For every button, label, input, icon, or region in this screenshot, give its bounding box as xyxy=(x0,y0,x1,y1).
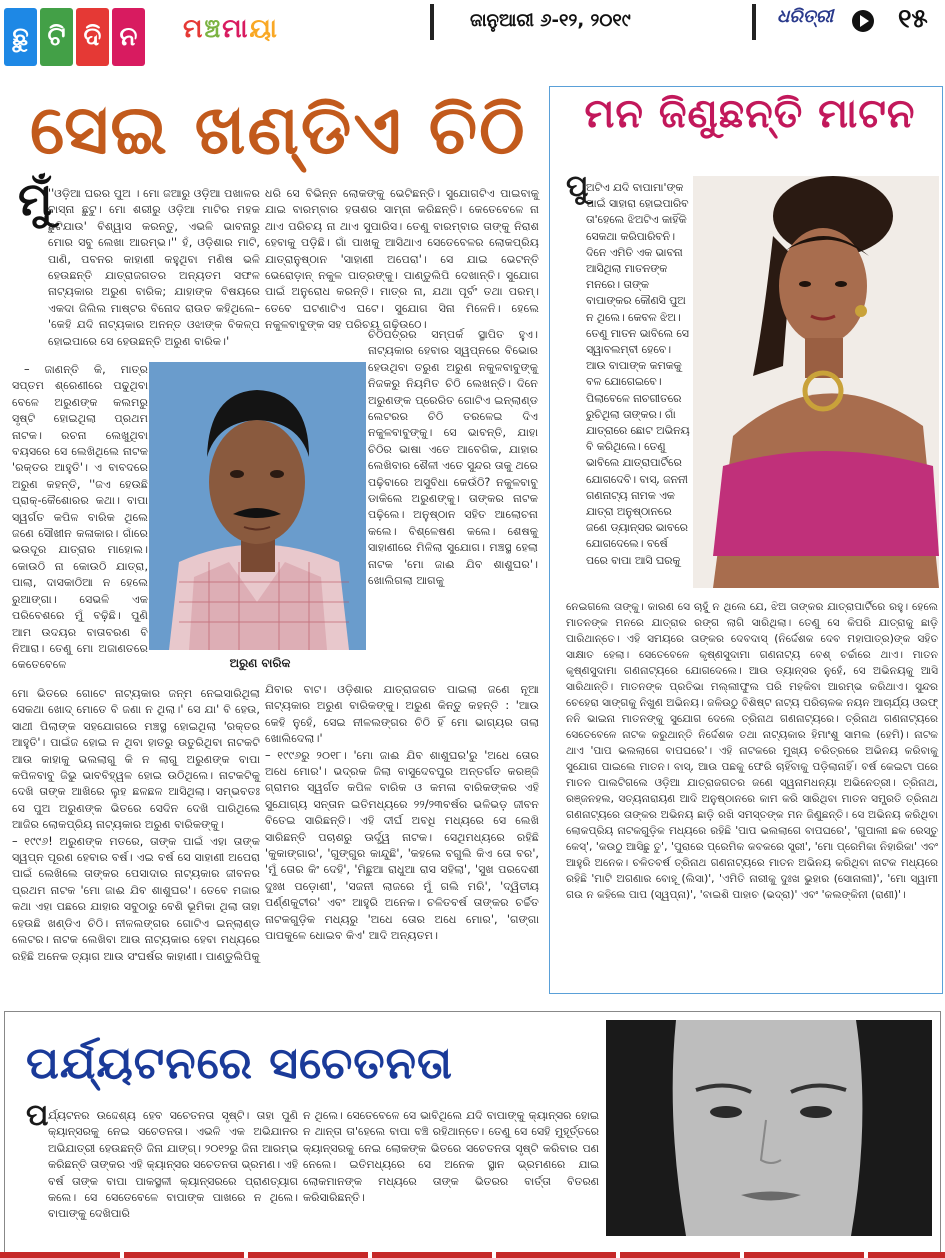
article-title: ପର୍ଯ୍ୟଟନରେ ସଚେତନତା xyxy=(26,1038,453,1089)
logo-char: ମା xyxy=(222,14,250,44)
paragraph: ଯିବାର ବାଟ। ଓଡ଼ିଶାର ଯାତ୍ରାଜଗତ ପାଇଲା ଜଣେ ନୂଆ ନାଟ୍ୟକାର ଅରୁଣ ବାରିକଙ୍କୁ। ଅରୁଣ କିନ୍ତୁ କହନ୍ତି : 'ଆଉ କେହି ନୁହେଁ, ସେଇ ନୀଳଲଙ୍ଗର ଚିଠି ହିଁ ମୋ ଭାଗ୍ୟର ତାଲା ଖୋଲିଦେଲା।' – ୧୯୯୬ରୁ ୨୦୧୮। 'ମୋ ଜାଈ ଯିବ ଶାଶୁଘର'ରୁ 'ଅଧେ ତୋର ଅଧେ ମୋର'। ଭଦ୍ରକ ଜିଲା ବାସୁଦେବପୁର ଅନ୍ତର୍ଗତ କରଞ୍ଜି ଗ୍ରାମର ସ୍ୱର୍ଗତ କପିଳ ବାରିକ ଓ କମଳା ବାରିକଙ୍କର ଏହି ସୁଯୋଗ୍ୟ ସନ୍ତାନ ଇତିମଧ୍ୟରେ ୨୨/୨୩ବର୍ଷର ଭଳିଭଡ଼ ଜୀବନ ବିତେଇ ସାରିଛନ୍ତି। ଏହି ଦୀର୍ଘ ଅବଧି ମଧ୍ୟରେ ସେ ଲେଖି ସାରିଛନ୍ତି ପଚାଶରୁ ଊର୍ଦ୍ଧ୍ୱ ନାଟକ। ସେଥିମଧ୍ୟରେ ରହିଛି 'କୁକାଙ୍ଗାର', 'ଗୁଙ୍ଗୁର କାନ୍ଦୁଛି', 'କହଲେ ବଗୁଲି କିଏ ତୋ ବର', 'ମୁଁ ତୋର କିଂ ଦେହି', 'ମିଛୁଆ ରାଧୁଆ ରାସ ସହିଲା', 'ସୁଖ ପରଦେଶୀ ଦୁଃଖ ପଡ଼ୋଶୀ', 'ସଜନୀ ଲାଜରେ ମୁଁ ଗଲି ମରି', 'ଦ୍ୱିତୀୟ ପର୍ଣ୍ଣକୁଟୀର' ଏବଂ ଆହୁରି ଅନେକ। ଚଳିତବର୍ଷ ତାଙ୍କର ଚର୍ଚ୍ଚିତ ନାଟକଗୁଡ଼ିକ ମଧ୍ୟରୁ 'ଅଧେ ତୋର ଅଧେ ମୋର', 'ଗଙ୍ଗା ପାପକୁଳେ ଧୋଇବ କିଏ' ଆଦି ଅନ୍ୟତମ। xyxy=(265,683,539,943)
paragraph: ନ ଥିଲେ। ସେତେବେଳେ ସେ ଭାବିଥିଲେ ଯଦି ବାପାଙ୍କୁ କ୍ୟାନ୍ସର ହୋଇ ନ ଥାନ୍ତା ତା'ହେଲେ ବାପା ବଞ୍ଚି ରହିଥାନ୍ତେ। ତେଣୁ ସେ ସେହି ମୁହୂର୍ତ୍ତରେ କ୍ୟାନ୍ସରକୁ ନେଇ ଲୋକଙ୍କ ଭିତରେ ସଚେତନତା ସୃଷ୍ଟି କରିବାର ପଣ ନେଲେ। ଇତିମଧ୍ୟରେ ସେ ଅନେକ ସ୍ଥାନ ଭ୍ରମଣରେ ଯାଇ ଲୋକମାନଙ୍କ ମଧ୍ୟରେ ତାଙ୍କ ଭିତରର ବାର୍ତ୍ତା ବିତରଣ କରିସାରିଛନ୍ତି। xyxy=(303,1109,599,1205)
paragraph: ଅଟିଏ ଯଦି ବାପାମା'ଙ୍କ ପାଇଁ ସାହାରା ହୋଇପାରିବ ତା'ହେଲେ ଝିଅଟିଏ କାହିଁକି ସେକଥା କରିପାରିବନି। ଦିନେ ଏମିତି ଏକ ଭାବନା ଆସିଥିଲା ମାତନଙ୍କ ମନରେ। ତାଙ୍କ ବାପାଙ୍କର କୌଣସି ପୁଅ ନ ଥିଲେ। କେବଳ ଝିଅ। ତେଣୁ ମାତନ ଭାବିଲେ ସେ ସ୍ୱାବଲମ୍ବୀ ହେବେ। ଆଉ ବାପାଙ୍କ କମକକୁ ବଳ ଯୋଗେଇବେ। ପିଲାବେଳେ ନାଚଗୀତରେ ରୁଚିଥିଲା ତାଙ୍କର। ଗାଁ ଯାତ୍ରାରେ ଛୋଟ ଅଭିନୟ ବି କରିଥିଲେ। ତେଣୁ ଭାବିଲେ ଯାତ୍ରାପାର୍ଟିରେ ଯୋଗଦେବି। ବାସ୍, ଜନନୀ ଗଣନାଟ୍ୟ ନାମକ ଏକ ଯାତ୍ରା ଅନୁଷ୍ଠାନରେ ଜଣେ ଡ୍ୟାନ୍ସର ଭାବରେ ଯୋଗଦେଲେ। ବର୍ଷେ ପରେ ବାପା ଆସି ଘରକୁ xyxy=(586,181,690,567)
author-portrait xyxy=(149,362,366,650)
drop-cap: ମୁଁ xyxy=(18,172,53,226)
manchamaya-logo xyxy=(183,14,333,50)
article-title: ମନ ଜିଣୁଛନ୍ତି ମାଟନ xyxy=(584,90,916,137)
logo-char: ମ xyxy=(183,14,205,44)
header-divider xyxy=(430,4,434,40)
logo-char: ୟା xyxy=(249,14,279,44)
header-divider xyxy=(752,4,756,40)
page-number: ୧୫ xyxy=(898,4,928,34)
article-body-column xyxy=(12,186,260,350)
article-body-column xyxy=(566,180,692,569)
photo-caption: ଅରୁଣ ବାରିକ xyxy=(229,656,291,670)
paragraph: ର୍ଯ୍ୟଟନର ଉଦ୍ଦେଶ୍ୟ ହେବ ସଚେତନତା ସୃଷ୍ଟି। ତାହା ପୁଣି କ୍ୟାନ୍ସରକୁ ନେଇ ସଚେତନତା। ଏଭଳି ଏକ ଅଭିଯାନର ଅଭିଯାତ୍ରୀ ହେଉଛନ୍ତି ଜିନା ଯାଙ୍ଗ୍। ୨୦୧୨ରୁ ଜିନା ଆରମ୍ଭ କରିଛନ୍ତି ତାଙ୍କର ଏହି କ୍ୟାନ୍ସର ସଚେତନତା ଭ୍ରମଣ। ଏହି ବର୍ଷ ତାଙ୍କ ବାପା ପାକସ୍ଥଳୀ କ୍ୟାନ୍ସରରେ ପ୍ରାଣତ୍ୟାଗ କଲେ। ସେ ସେତେବେଳେ ବାପାଙ୍କ ପାଖରେ ନ ଥିଲେ। ବାପାଙ୍କୁ ଦେଖିପାରି xyxy=(48,1109,298,1221)
section-logo-char-1: ଛୁ xyxy=(4,8,37,66)
drop-cap: ପ xyxy=(26,1098,49,1133)
article-body-column xyxy=(12,362,148,674)
article-body-column xyxy=(265,682,539,945)
page-footer-rule xyxy=(0,1252,945,1258)
section-logo-char-4: ନ xyxy=(112,8,145,66)
paragraph: ଧରି ସେ ବିଭିନ୍ନ ଲୋକଙ୍କୁ ଭେଟିଛନ୍ତି। ସୁଯୋଗଟିଏ ପାଇବାକୁ ଯାଇ ବାରମ୍ବାର ହତାଶର ସାମ୍ନା କରିଛନ୍ତି। କେତେବେଳେ ନା ଥାଏ ପରିଚୟ ନା ଥାଏ ସୁପାରିସ। ତେଣୁ ବାରମ୍ବାର ତାଙ୍କୁ ନିରାଶ ହେବାକୁ ପଡ଼ିଛି। ଗାଁ ପାଖକୁ ଆସିଥାଏ ସେତେବେଳର ଲୋକପ୍ରିୟ ଯାତ୍ରାନୁଷ୍ଠାନ 'ସାହାଣୀ ଅପେରା'। ସେ ଯାଇ ଭେଟନ୍ତି ଭେରୋଡ଼ାନ୍ ନକୁଳ ପାତ୍ରଙ୍କୁ। ପାଣ୍ଡୁଲିପି ଦେଖାନ୍ତି। ସୁଯୋଗ ପାଇଁ ଅନୁରୋଧ କରନ୍ତି। ମାତ୍ର ନା, ଯଥା ପୂର୍ବଂ ତଥା ପରମ୍। ତେବେ ଘଟଣାଟିଏ ଘଟେ। ସୁଯୋଗ ସିନା ମିଳେନି। ହେଲେ ନକୁଳବାବୁଙ୍କ ସହ ପରିଚୟ ଗଢ଼ିଉଠେ। xyxy=(265,187,539,332)
article-body-column xyxy=(368,327,538,590)
newspaper-logo: ଧରିତ୍ରୀ xyxy=(777,6,834,27)
article-body-column xyxy=(303,1108,599,1206)
paragraph: ମୋ ଭିତରେ ଗୋଟେ ନାଟ୍ୟକାର ଜନ୍ମ ନେଇସାରିଥିଲା ସେକଥା ଖୋଦ୍ ମୋତେ ବି ଜଣା ନ ଥିଲା।' ସେ ଯା' ବି ହେଉ, ସାଥୀ ପିଲାଙ୍କ ସହଯୋଗରେ ମଞ୍ଚସ୍ଥ ହୋଇଥିଲା 'ରକ୍ତର ଆହୁତି'। ପାଇଁଜ ହୋଇ ନ ଥିବା ହାତରୁ ଉତୁରିଥିବା ନାଟକଟି ଆଉ କାହାକୁ ଭଲଲାଗୁ କି ନ ଲାଗୁ ଅରୁଣଙ୍କ ବାପା କପିଳବାବୁ ଜିଭୁ ଭାବବିହ୍ୱଳ ହୋଇ ଉଠିଥିଲେ। ନାଟକଟିକୁ ଦେଖି ତାଙ୍କ ଆଖିରେ ଲୁହ ଛଳଛଳ ଆସିଥିଲା। ସମ୍ଭବତଃ ସେ ପୁଅ ଅରୁଣଙ୍କ ଭିତରେ ସେଦିନ ଦେଖି ପାରିଥିଲେ ଆଜିର ଲୋକପ୍ରିୟ ନାଟ୍ୟକାର ଅରୁଣ ବାରିକଙ୍କୁ। – ୧୯୯୬! ଅରୁଣଙ୍କ ମତରେ, ତାଙ୍କ ପାଇଁ ଏହା ତାଙ୍କ ସ୍ୱପ୍ନ ପୂରଣ ହେବାର ବର୍ଷ। ଏଇ ବର୍ଷ ସେ ସାହାଣୀ ଅପେରା ପାଇଁ ଲେଖିଲେ ତାଙ୍କର ପେସାଦାର ନାଟ୍ୟକାର ଜୀବନର ପ୍ରଥମ ନାଟକ 'ମୋ ଜାଈ ଯିବ ଶାଶୁଘର'। ତେବେ ମଜାର କଥା ଏହା ପଛରେ ଯାହାର ସବୁଠାରୁ ବେଶି ଭୂମିକା ଥିଲା ତାହା ହେଉଛି ଖଣ୍ଡିଏ ଚିଠି। ନୀଳଲଙ୍ଗର ଗୋଟିଏ ଇନ୍‌ଲାଣ୍ଡ ଲେଟର। ନାଟକ ଲେଖିବା ଆଉ ନାଟ୍ୟକାର ହେବା ମଧ୍ୟରେ ରହିଛି ଅନେକ ତ୍ୟାଗ ଆଉ ସଂଘର୍ଷର କାହାଣୀ। ପାଣ୍ଡୁଲିପିକୁ xyxy=(12,687,260,963)
section-logo-char-3: ଦି xyxy=(76,8,109,66)
article-body-column xyxy=(265,186,539,334)
play-icon xyxy=(852,10,874,32)
paragraph: ନେଇଗଲେ ତାଙ୍କୁ। କାରଣ ସେ ଚାହୁଁ ନ ଥିଲେ ଯେ, ଝିଅ ତାଙ୍କର ଯାତ୍ରାପାର୍ଟିରେ ରହୁ। ହେଲେ ମାତନଙ୍କ ମନରେ ଯାତ୍ରାର ରଙ୍ଗ ଲାଗି ସାରିଥିଲା। ତେଣୁ ସେ କିପରି ଯାତ୍ରାକୁ ଛାଡ଼ି ପାରିଥାନ୍ତେ। ଏହି ସମୟରେ ତାଙ୍କର ଦେବଦାସ୍ (ନିର୍ଦ୍ଦେଶକ ଦେବ ମହାପାତ୍ର)ଙ୍କ ସହିତ ସାକ୍ଷାତ ହେଲା। ସେତେବେଳେ କୃଷ୍ଣସୁଦାମା ଗଣନାଟ୍ୟ ବେଶ୍ ଚର୍ଚ୍ଚାରେ ଥାଏ। ମାତନ କୃଷ୍ଣସୁଦାମା ଗଣନାଟ୍ୟରେ ଯୋଗଦେଲେ। ଆଉ ଡ୍ୟାନ୍ସର ନୁହେଁ, ସେ ଅଭିନୟକୁ ଆସି ସାରିଥାନ୍ତି। ମାତନଙ୍କ ପ୍ରତିଭା ମଲ୍ଲୀଫୁଲ ପରି ମହକିବା ଆରମ୍ଭ କରିଥାଏ। ସୁନ୍ଦର ଚେହେରା ସାଙ୍ଗକୁ ନିଖୁଣ ଅଭିନୟ। ଜଳିଉଠୁ ବିଶିଷ୍ଟ ନାଟ୍ୟ ପରିଚାଳକ ନୟନ ଆଚାର୍ଯ୍ୟ ଓରଫ୍ ନନି ଭାଇନା ମାତନଙ୍କୁ ସୁଯୋଗ ଦେଲେ ତ୍ରିନାଥ ଗଣନାଟ୍ୟରେ। ତ୍ରିନାଥ ଗଣନାଟ୍ୟରେ ସେତେବେଳେ ନାଟକ କରୁଥାନ୍ତି ନିର୍ଦ୍ଦେଶକ ତଥା ନାଟ୍ୟକାର ହିମାଂଶୁ ସାମଲ (ହେମି)। ନାଟକ ଥାଏ 'ପାପ ଭଲଲାଗେ ବାପଘରେ'। ଏହି ନାଟକରେ ମୁଖ୍ୟ ଚରିତ୍ରରେ ଅଭିନୟ କରିବାକୁ ସୁଯୋଗ ପାଇଲେ ମାତନ। ବାସ୍, ଆଉ ପଛକୁ ଫେରି ଚାହିଁବାକୁ ପଡ଼ିଲାନାହିଁ। ବର୍ଷ କେଇଟା ପରେ ମାତନ ପାଲଟିଗଲେ ଓଡ଼ିଆ ଯାତ୍ରାଜଗତର ଜଣେ ସ୍ୱନାମଧନ୍ୟା ଅଭିନେତ୍ରୀ। ତ୍ରିନାଥ, ରଞ୍ଜନହଲ, ସତ୍ୟନାରାୟଣ ଆଦି ଅନୁଷ୍ଠାନରେ କାମ କରି ସାରିଥିବା ମାତନ ସମ୍ପ୍ରତି ତ୍ରିନାଥ ଗଣନାଟ୍ୟରେ ତାଙ୍କର ଅଭିନୟ ଛାଡ଼ି ରଖି ସମସ୍ତଙ୍କ ମନ ଜିଣୁଛନ୍ତି। ସେ ଅଭିନୟ କରିଥିବା ଲୋକପ୍ରିୟ ନାଟକଗୁଡ଼ିକ ମଧ୍ୟରେ ରହିଛି 'ପାପ ଭଲଲାଗେ ବାପଘରେ', 'ଗୁପାଲୀ ଛକ ରେସ୍ତୁ କେସ୍', 'କଉଠୁ ଆସିଛୁ ତୁ', 'ପୁରାରେ ପ୍ରେମିକ କବକରେ ସ୍ତ୍ରୀ', 'ମୋ ପ୍ରେମିକା ନିହାରିକା' ଏବଂ ଆହୁରି ଅନେକ। ଚଳିତବର୍ଷ ତ୍ରିନାଥ ଗଣନାଟ୍ୟରେ ମାତନ ଅଭିନୟ କରିଥିବା ନାଟକ ମଧ୍ୟରେ ରହିଛି 'ମାଟି ଅଗଣାର ବୋହୂ (ଲିସା)', 'ଏମିତି ନାରୀକୁ ଦୁଃଖ ଭୁହାର (ସୋନାଲୀ)', 'ମୋ ସ୍ୱାମୀ ଗଉ ନ କହିଲେ ପାପ (ସ୍ୱପ୍ନା)', 'ବାଇଶି ପାହାଚ (ଭଦ୍ରା)' ଏବଂ 'କଲଙ୍କିନୀ (ରାଣୀ)'। xyxy=(566,601,938,901)
paragraph: – ଜାଣନ୍ତି କି, ମାତ୍ର ସପ୍ତମ ଶ୍ରେଣୀରେ ପଢୁଥିବା ବେଳେ ଅରୁଣଙ୍କ କଲମରୁ ସୃଷ୍ଟି ହୋଇଥିଲା ପ୍ରଥମ ନାଟକ। ରଚନା ଲେଖୁଥିବା ବୟସରେ ସେ ଲେଖିଥିଲେ ନାଟକ 'ରକ୍ତର ଆହୁତି'। ଏ ବାବଦରେ ଅରୁଣ କହନ୍ତି, ''ଜଏ ହେଉଛି ପ୍ରାକ୍-କୈଶୋରର କଥା। ବାପା ସ୍ୱର୍ଗତ କପିଳ ବାରିକ ଥିଲେ ଜଣେ ସୌଖୀନ କଳାକାର। ଗାଁରେ ଭଉଦୂର ଯାତ୍ରାର ମାହୋଲ। କୋଉଠି ନା କୋଉଠି ଯାତ୍ରା, ପାଲା, ଦାସକାଠିଆ ନ ହେଲେ ରୁଆଙ୍ଗା। ସେଭଳି ଏକ ପରିବେଶରେ ମୁଁ ବଢ଼ିଛି। ପୁଣି ଆମ ଉଦୟର ବାତାବରଣ ବି ନିଆରା। ତେଣୁ ମୋ ଅଜାଣତରେ କେତେବେଳେ xyxy=(12,363,148,672)
article-title: ସେଇ ଖଣ୍ଡିଏ ଚିଠି xyxy=(30,90,527,170)
paragraph: ''ଓଡ଼ିଆ ଘରର ପୁଅ । ମୋ ଜଆରୁ ଓଡ଼ିଆ ପଖାଳର ବାସ୍ନା ଛୁଟୁ। ମୋ ଶରୀରୁ ଓଡ଼ିଆ ମାଟିର ମହକ ଛୁଟିଯାଉ' ବିଶ୍ୱାସ କରନ୍ତୁ, ଏଭଳି ଭାବନାରୁ ମୋର ସବୁ ଲେଖା ଆରମ୍ଭ।'' ହଁ, ଓଡ଼ିଶାର ମାଟି, ପାଣି, ପବନର କାହାଣୀ କହୁଥିବା ମଣିଷ ଭଳି ହେଉଛନ୍ତି ଯାତ୍ରାଜଗତର ଅନ୍ୟତମ ସଫଳ ନାଟ୍ୟକାର ଅରୁଣ ବାରିକ; ଯାହାଙ୍କ ବିଷୟରେ ଏକଦା ଜିଲିଲ ମାଷ୍ଟର ବିନୋଦ ରାଉତ କହିଥିଲେ– 'କେହି ଯଦି ନାଟ୍ୟକାର ଅନନ୍ତ ଓଝାଙ୍କ ବିକଳ୍ପ ହୋଇପାରେ ସେ ହେଉଛନ୍ତି ଅରୁଣ ବାରିକ।' xyxy=(48,187,260,348)
actress-photo xyxy=(693,176,939,588)
woman-face-photo xyxy=(606,1020,932,1236)
drop-cap: ପୁ xyxy=(566,169,589,204)
paragraph: ଚିଠିପତ୍ରର ସମ୍ପର୍କ ସ୍ଥାପିତ ହୁଏ। ନାଟ୍ୟକାର ହେବାର ସ୍ୱପ୍ନରେ ବିଭୋର ହେଉଥିବା ତରୁଣ ଅରୁଣ ନକୁଳବାବୁଙ୍କୁ ନିଜକରୁ ନିୟମିତ ଚିଠି ଲେଖନ୍ତି। ଦିନେ ଅରୁଣଙ୍କ ପ୍ରେରିତ ଗୋଟିଏ ଇନ୍‌ଲାଣ୍ଡ ଲେଟରର ଚିଠି ତରଳେଇ ଦିଏ ନକୁଳବାବୁଙ୍କୁ। ସେ ଭାବନ୍ତି, ଯାହା ଚିଠିର ଭାଷା ଏତେ ଆବେଗିକ, ଯାହାର ଲେଖିବାର ଶୈଳୀ ଏତେ ସୁନ୍ଦର ତାକୁ ଥରେ ପଢ଼ିବାରେ ଅସୁବିଧା କେଉଁଠି? ନକୁଳବାବୁ ଡାକିଲେ ଅରୁଣଙ୍କୁ। ତାଙ୍କର ନାଟକ ପଢ଼ିଲେ। ଅନୁଷ୍ଠାନ ସହିତ ଆଲୋଚନା କଲେ। ବିଶ୍ଳେଷଣ କଲେ। ଶେଷକୁ ସାହାଣୀରେ ମିଳିଲା ସୁଯୋଗ। ମଞ୍ଚସ୍ଥ ହେଲା ନାଟକ 'ମୋ ଜାଈ ଯିବ ଶାଶୁଘର'। ଖୋଲିଗଲା ଆଗକୁ xyxy=(368,328,538,588)
logo-char: ଞ୍ଚ xyxy=(204,14,223,44)
article-body-column xyxy=(28,1108,298,1223)
section-logo-char-2: ଟି xyxy=(40,8,73,66)
issue-date: ଜାନୁଆରୀ ୬-୧୨, ୨୦୧୯ xyxy=(470,10,631,31)
article-body-column xyxy=(566,599,938,903)
page-header xyxy=(0,0,945,62)
article-body-column xyxy=(12,686,260,965)
